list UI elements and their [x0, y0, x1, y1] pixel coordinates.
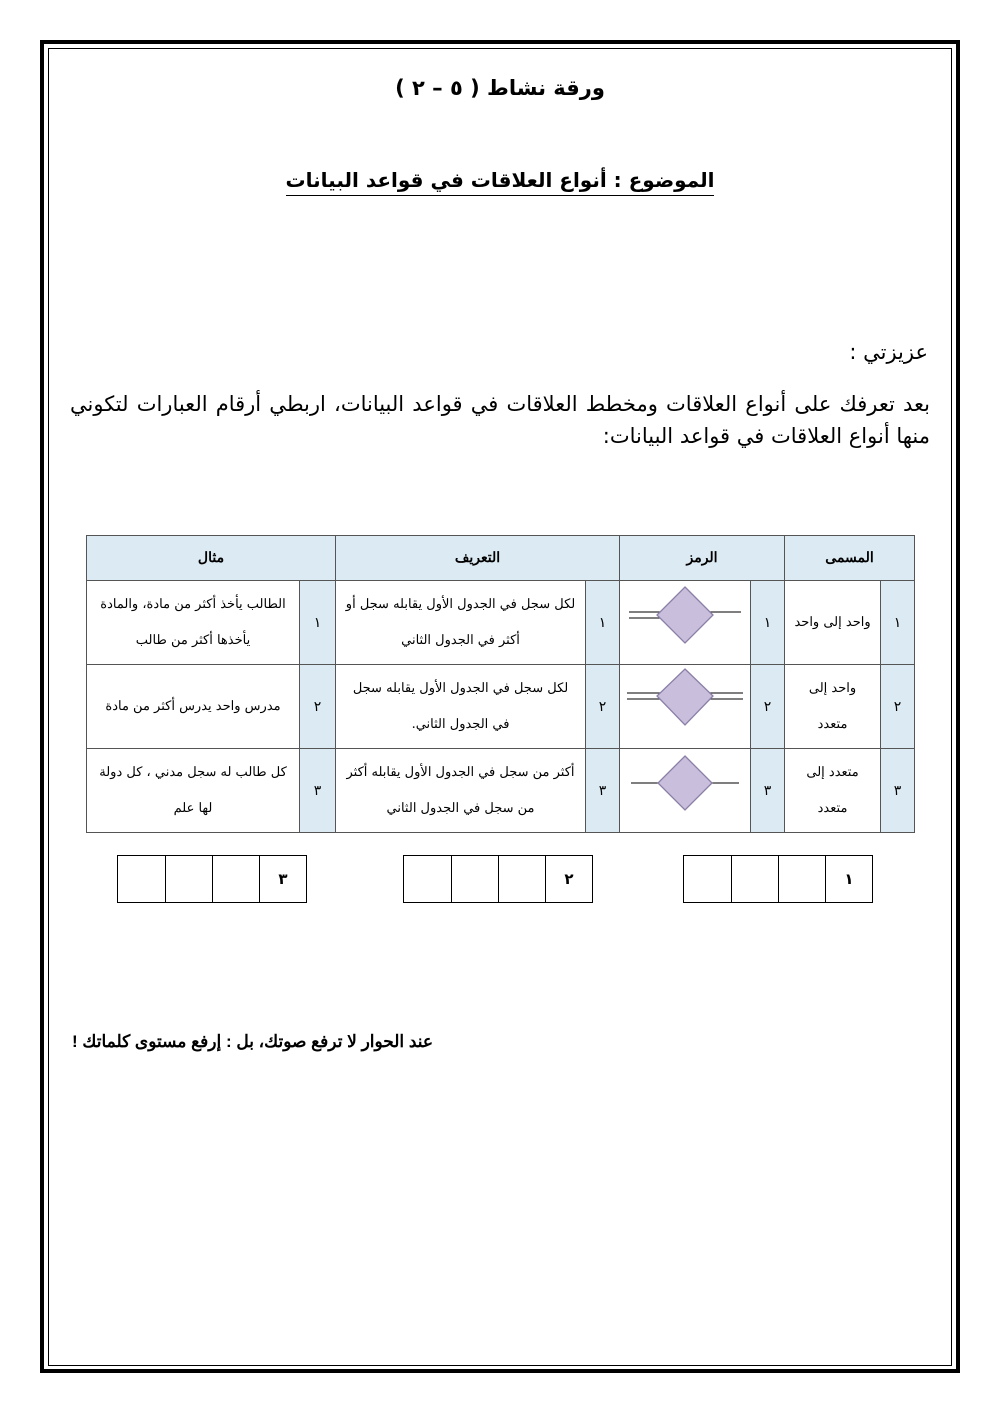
answer-cell[interactable]: [778, 856, 825, 902]
instructions: بعد تعرفك على أنواع العلاقات ومخطط العلاقات في قواعد البيانات، اربطي أرقام العبارات لتكوني منها أنواع العلاقات في قواعد البيانات:: [70, 392, 930, 448]
relation-definition: أكثر من سجل في الجدول الأول يقابله أكثر من سجل في الجدول الثاني: [336, 749, 586, 833]
relation-name: واحد إلى واحد: [785, 581, 881, 665]
relation-symbol: [620, 665, 751, 749]
greeting: عزيزتي :: [849, 340, 928, 364]
answer-label: ١: [825, 856, 872, 902]
worksheet-title: ورقة نشاط ( ٥ – ٢ ): [395, 76, 605, 100]
row-number: ٣: [881, 749, 915, 833]
row-number: ١: [300, 581, 336, 665]
table-row: [87, 581, 915, 665]
answer-cell[interactable]: [731, 856, 778, 902]
relation-symbol: [620, 749, 751, 833]
answer-cell[interactable]: [451, 856, 498, 902]
worksheet-subject: [0, 168, 1000, 192]
diamond-single-icon: [623, 749, 747, 817]
header-definition: التعريف: [336, 536, 620, 581]
answer-cell[interactable]: [498, 856, 545, 902]
header-example: مثال: [87, 536, 336, 581]
diamond-double-left-icon: [623, 581, 747, 649]
row-number: ٣: [586, 749, 620, 833]
answer-label: ٣: [259, 856, 306, 902]
relation-name: واحد إلى متعدد: [785, 665, 881, 749]
answer-cell[interactable]: [404, 856, 451, 902]
relation-definition: لكل سجل في الجدول الأول يقابله سجل في الجدول الثاني.: [336, 665, 586, 749]
answer-box-2: [403, 855, 593, 903]
relation-example: الطالب يأخذ أكثر من مادة، والمادة يأخذها أكثر من طالب: [87, 581, 300, 665]
diamond-double-both-icon: [623, 665, 747, 733]
relations-table: [86, 535, 915, 833]
row-number: ٢: [881, 665, 915, 749]
answer-box-1: [683, 855, 873, 903]
closing-quote: عند الحوار لا ترفع صوتك، بل : إرفع مستوى كلماتك !: [72, 1032, 434, 1051]
table-row: [87, 749, 915, 833]
table-row: [87, 665, 915, 749]
row-number: ٣: [751, 749, 785, 833]
row-number: ٢: [586, 665, 620, 749]
answer-cell[interactable]: [118, 856, 165, 902]
relation-symbol: [620, 581, 751, 665]
subject-text: الموضوع : أنواع العلاقات في قواعد البيانات: [286, 168, 715, 196]
header-name: المسمى: [785, 536, 915, 581]
table-header-row: [87, 536, 915, 581]
row-number: ٢: [751, 665, 785, 749]
answer-box-3: [117, 855, 307, 903]
relation-name: متعدد إلى متعدد: [785, 749, 881, 833]
row-number: ١: [751, 581, 785, 665]
relation-example: كل طالب له سجل مدني ، كل دولة لها علم: [87, 749, 300, 833]
answer-cell[interactable]: [165, 856, 212, 902]
answer-cell[interactable]: [212, 856, 259, 902]
row-number: ١: [881, 581, 915, 665]
answer-cell[interactable]: [684, 856, 731, 902]
answer-label: ٢: [545, 856, 592, 902]
row-number: ٢: [300, 665, 336, 749]
header-symbol: الرمز: [620, 536, 785, 581]
row-number: ١: [586, 581, 620, 665]
relation-example: مدرس واحد يدرس أكثر من مادة: [87, 665, 300, 749]
row-number: ٣: [300, 749, 336, 833]
relation-definition: لكل سجل في الجدول الأول يقابله سجل أو أكثر في الجدول الثاني: [336, 581, 586, 665]
